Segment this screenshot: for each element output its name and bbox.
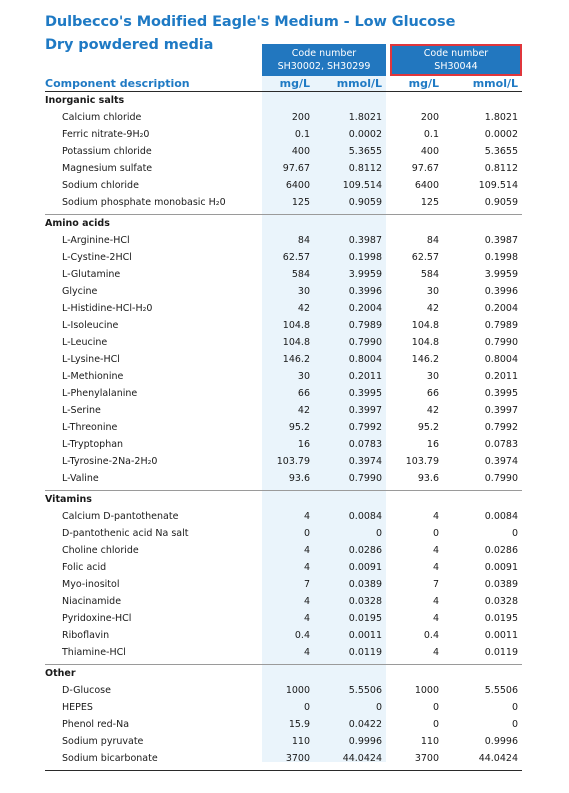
mg-l-value-a: 4 <box>303 613 310 624</box>
mmol-l-value-a: 0.0328 <box>348 596 382 607</box>
mg-l-value-a: 16 <box>297 439 310 450</box>
table-row <box>0 610 569 627</box>
mg-l-value-a: 62.57 <box>282 252 310 263</box>
mg-l-value-b: 103.79 <box>405 456 439 467</box>
mg-l-value-b: 30 <box>426 371 439 382</box>
mg-l-value-a: 95.2 <box>288 422 310 433</box>
component-name: HEPES <box>62 702 93 713</box>
mmol-l-value-b: 0.7990 <box>484 473 518 484</box>
mmol-l-value-b: 0.3974 <box>484 456 518 467</box>
table-row <box>0 385 569 402</box>
mg-l-value-a: 0.1 <box>294 129 310 140</box>
mmol-l-value-a: 0.0286 <box>348 545 382 556</box>
mg-l-value-b: 7 <box>432 579 439 590</box>
table-row <box>0 525 569 542</box>
mmol-l-value-b: 0.9996 <box>484 736 518 747</box>
component-name: L-Arginine-HCl <box>62 235 130 246</box>
mmol-l-value-a: 0.0195 <box>348 613 382 624</box>
mmol-l-header-b: mmol/L <box>472 77 518 90</box>
mmol-l-value-b: 0.0783 <box>484 439 518 450</box>
mmol-l-value-a: 0.7990 <box>348 473 382 484</box>
mg-l-value-b: 400 <box>420 146 439 157</box>
table-row <box>0 750 569 767</box>
table-row <box>0 542 569 559</box>
mmol-l-value-b: 0.0286 <box>484 545 518 556</box>
mg-l-value-a: 200 <box>291 112 310 123</box>
mg-l-value-b: 3700 <box>414 753 439 764</box>
mg-l-value-b: 4 <box>432 545 439 556</box>
code-number-header-a <box>262 44 386 76</box>
component-name: L-Leucine <box>62 337 108 348</box>
mg-l-value-b: 62.57 <box>411 252 439 263</box>
mmol-l-value-a: 0.1998 <box>348 252 382 263</box>
mmol-l-value-b: 0.7992 <box>484 422 518 433</box>
table-row <box>0 334 569 351</box>
component-name: Phenol red-Na <box>62 719 130 730</box>
component-name: Riboflavin <box>62 630 110 641</box>
mg-l-value-a: 103.79 <box>276 456 310 467</box>
table-row <box>0 644 569 661</box>
mmol-l-value-a: 0.0783 <box>348 439 382 450</box>
mg-l-value-a: 0 <box>303 528 310 539</box>
table-row <box>0 470 569 487</box>
mmol-l-value-b: 0 <box>511 702 518 713</box>
table-row <box>0 576 569 593</box>
mg-l-value-b: 0.4 <box>423 630 439 641</box>
mg-l-value-b: 4 <box>432 647 439 658</box>
table-divider <box>45 770 522 771</box>
mg-l-value-b: 84 <box>426 235 439 246</box>
code-a-value: SH30002, SH30299 <box>277 61 371 72</box>
component-name: L-Methionine <box>62 371 124 382</box>
mg-l-value-a: 0.4 <box>294 630 310 641</box>
mg-l-value-a: 4 <box>303 562 310 573</box>
mmol-l-value-a: 0.0091 <box>348 562 382 573</box>
table-row <box>0 194 569 211</box>
mg-l-value-b: 95.2 <box>417 422 439 433</box>
section-heading: Other <box>45 668 76 679</box>
mmol-l-value-b: 0.7990 <box>484 337 518 348</box>
page-subtitle: Dry powdered media <box>45 37 214 53</box>
table-divider <box>45 664 522 665</box>
mg-l-value-b: 146.2 <box>411 354 439 365</box>
mg-l-value-b: 93.6 <box>417 473 439 484</box>
code-b-label: Code number <box>423 48 489 59</box>
mg-l-value-a: 125 <box>291 197 310 208</box>
mg-l-value-a: 93.6 <box>288 473 310 484</box>
component-name: Niacinamide <box>62 596 122 607</box>
mmol-l-value-b: 0.0002 <box>484 129 518 140</box>
mmol-l-value-a: 0.2004 <box>348 303 382 314</box>
mmol-l-value-b: 0 <box>511 528 518 539</box>
mg-l-value-a: 110 <box>291 736 310 747</box>
mg-l-value-a: 42 <box>297 405 310 416</box>
component-name: L-Cystine-2HCl <box>62 252 132 263</box>
code-number-header-b <box>390 44 522 76</box>
mg-l-value-a: 4 <box>303 647 310 658</box>
table-row <box>0 627 569 644</box>
mg-l-value-a: 400 <box>291 146 310 157</box>
component-name: Thiamine-HCl <box>62 647 126 658</box>
mmol-l-value-b: 0.9059 <box>484 197 518 208</box>
mmol-l-value-b: 0.3987 <box>484 235 518 246</box>
component-name: Magnesium sulfate <box>62 163 153 174</box>
mmol-l-value-b: 0.8112 <box>484 163 518 174</box>
component-name: L-Isoleucine <box>62 320 119 331</box>
component-name: L-Histidine-HCl-H₂0 <box>62 303 153 314</box>
component-name: L-Tyrosine-2Na-2H₂0 <box>62 456 158 467</box>
mmol-l-value-a: 0 <box>375 702 382 713</box>
table-row <box>0 733 569 750</box>
component-name: L-Phenylalanine <box>62 388 138 399</box>
table-row <box>0 699 569 716</box>
component-name: Folic acid <box>62 562 107 573</box>
mmol-l-value-a: 1.8021 <box>348 112 382 123</box>
table-row <box>0 508 569 525</box>
table-row <box>0 593 569 610</box>
mg-l-value-a: 584 <box>291 269 310 280</box>
table-row <box>0 232 569 249</box>
mmol-l-value-a: 0.7989 <box>348 320 382 331</box>
component-name: D-Glucose <box>62 685 111 696</box>
mg-l-value-a: 104.8 <box>282 320 310 331</box>
mmol-l-value-b: 0.3995 <box>484 388 518 399</box>
mmol-l-value-b: 0.0011 <box>484 630 518 641</box>
component-name: Sodium pyruvate <box>62 736 144 747</box>
component-name: Myo-inositol <box>62 579 120 590</box>
section-heading: Vitamins <box>45 494 92 505</box>
mmol-l-value-a: 0 <box>375 528 382 539</box>
mg-l-header-a: mg/L <box>279 77 310 90</box>
table-row <box>0 402 569 419</box>
mmol-l-value-a: 0.0084 <box>348 511 382 522</box>
mg-l-value-b: 4 <box>432 511 439 522</box>
mmol-l-value-a: 3.9959 <box>348 269 382 280</box>
page-title: Dulbecco's Modified Eagle's Medium - Low Glucose <box>45 14 456 30</box>
mmol-l-value-a: 0.0389 <box>348 579 382 590</box>
component-name: Sodium phosphate monobasic H₂0 <box>62 197 226 208</box>
component-name: L-Glutamine <box>62 269 121 280</box>
mg-l-value-a: 30 <box>297 371 310 382</box>
mmol-l-value-b: 109.514 <box>478 180 518 191</box>
mmol-l-value-b: 0.0119 <box>484 647 518 658</box>
mg-l-value-a: 146.2 <box>282 354 310 365</box>
table-row <box>0 283 569 300</box>
table-row <box>0 143 569 160</box>
mg-l-value-a: 4 <box>303 545 310 556</box>
component-name: Calcium chloride <box>62 112 142 123</box>
mmol-l-value-a: 0.3974 <box>348 456 382 467</box>
mg-l-value-b: 200 <box>420 112 439 123</box>
mg-l-value-a: 84 <box>297 235 310 246</box>
component-name: Sodium bicarbonate <box>62 753 158 764</box>
table-row <box>0 419 569 436</box>
mg-l-value-b: 125 <box>420 197 439 208</box>
table-row <box>0 682 569 699</box>
mg-l-value-b: 4 <box>432 562 439 573</box>
table-divider <box>45 214 522 215</box>
mmol-l-value-b: 0.0328 <box>484 596 518 607</box>
mmol-l-value-a: 0.7990 <box>348 337 382 348</box>
table-row <box>0 351 569 368</box>
mmol-l-header-a: mmol/L <box>336 77 382 90</box>
mmol-l-value-a: 0.7992 <box>348 422 382 433</box>
mg-l-value-a: 1000 <box>285 685 310 696</box>
table-row <box>0 300 569 317</box>
table-row <box>0 368 569 385</box>
mg-l-value-a: 66 <box>297 388 310 399</box>
mmol-l-value-b: 44.0424 <box>478 753 518 764</box>
mmol-l-value-a: 0.9996 <box>348 736 382 747</box>
mg-l-value-b: 0.1 <box>423 129 439 140</box>
mg-l-value-b: 42 <box>426 405 439 416</box>
mg-l-value-b: 104.8 <box>411 337 439 348</box>
mg-l-header-b: mg/L <box>408 77 439 90</box>
mg-l-value-b: 66 <box>426 388 439 399</box>
mg-l-value-b: 0 <box>432 528 439 539</box>
mmol-l-value-b: 0.3997 <box>484 405 518 416</box>
mmol-l-value-b: 0.2011 <box>484 371 518 382</box>
mmol-l-value-b: 0.0084 <box>484 511 518 522</box>
mmol-l-value-a: 0.0119 <box>348 647 382 658</box>
mg-l-value-b: 4 <box>432 613 439 624</box>
mmol-l-value-a: 0.0002 <box>348 129 382 140</box>
mmol-l-value-b: 0.2004 <box>484 303 518 314</box>
table-row <box>0 559 569 576</box>
table-row <box>0 160 569 177</box>
mg-l-value-a: 6400 <box>285 180 310 191</box>
mmol-l-value-b: 0.0195 <box>484 613 518 624</box>
component-description-header: Component description <box>45 77 190 90</box>
component-name: Potassium chloride <box>62 146 152 157</box>
mmol-l-value-b: 0 <box>511 719 518 730</box>
table-row <box>0 266 569 283</box>
mmol-l-value-a: 0.3987 <box>348 235 382 246</box>
mmol-l-value-b: 3.9959 <box>484 269 518 280</box>
table-row <box>0 109 569 126</box>
component-name: L-Tryptophan <box>62 439 124 450</box>
mmol-l-value-a: 0.9059 <box>348 197 382 208</box>
mmol-l-value-a: 0.2011 <box>348 371 382 382</box>
mmol-l-value-b: 0.3996 <box>484 286 518 297</box>
component-name: Ferric nitrate-9H₂0 <box>62 129 150 140</box>
mmol-l-value-b: 5.5506 <box>484 685 518 696</box>
mmol-l-value-a: 5.3655 <box>348 146 382 157</box>
mg-l-value-b: 0 <box>432 719 439 730</box>
mg-l-value-b: 97.67 <box>411 163 439 174</box>
mg-l-value-b: 42 <box>426 303 439 314</box>
mmol-l-value-a: 0.3996 <box>348 286 382 297</box>
component-name: Pyridoxine-HCl <box>62 613 132 624</box>
table-row <box>0 453 569 470</box>
component-name: L-Valine <box>62 473 99 484</box>
component-name: Choline chloride <box>62 545 139 556</box>
mg-l-value-b: 584 <box>420 269 439 280</box>
mmol-l-value-b: 0.1998 <box>484 252 518 263</box>
mg-l-value-a: 4 <box>303 511 310 522</box>
mg-l-value-a: 104.8 <box>282 337 310 348</box>
mg-l-value-a: 42 <box>297 303 310 314</box>
mmol-l-value-b: 0.7989 <box>484 320 518 331</box>
component-name: L-Threonine <box>62 422 118 433</box>
mg-l-value-a: 30 <box>297 286 310 297</box>
mg-l-value-a: 4 <box>303 596 310 607</box>
mg-l-value-a: 15.9 <box>288 719 310 730</box>
mg-l-value-b: 0 <box>432 702 439 713</box>
mmol-l-value-b: 1.8021 <box>484 112 518 123</box>
mg-l-value-b: 30 <box>426 286 439 297</box>
component-name: D-pantothenic acid Na salt <box>62 528 189 539</box>
component-name: L-Lysine-HCl <box>62 354 120 365</box>
mg-l-value-a: 7 <box>303 579 310 590</box>
table-row <box>0 716 569 733</box>
mmol-l-value-a: 109.514 <box>342 180 382 191</box>
table-row <box>0 249 569 266</box>
mg-l-value-b: 6400 <box>414 180 439 191</box>
table-row <box>0 317 569 334</box>
mmol-l-value-a: 0.0422 <box>348 719 382 730</box>
mmol-l-value-b: 0.8004 <box>484 354 518 365</box>
mg-l-value-b: 1000 <box>414 685 439 696</box>
mg-l-value-a: 3700 <box>285 753 310 764</box>
component-name: Glycine <box>62 286 98 297</box>
mg-l-value-a: 97.67 <box>282 163 310 174</box>
mmol-l-value-a: 0.8112 <box>348 163 382 174</box>
mg-l-value-b: 110 <box>420 736 439 747</box>
section-heading: Inorganic salts <box>45 95 125 106</box>
mmol-l-value-a: 5.5506 <box>348 685 382 696</box>
mmol-l-value-a: 0.8004 <box>348 354 382 365</box>
mmol-l-value-b: 5.3655 <box>484 146 518 157</box>
table-divider <box>45 91 522 92</box>
mg-l-value-a: 0 <box>303 702 310 713</box>
mmol-l-value-a: 0.0011 <box>348 630 382 641</box>
component-name: L-Serine <box>62 405 101 416</box>
code-a-label: Code number <box>291 48 357 59</box>
mmol-l-value-a: 44.0424 <box>342 753 382 764</box>
table-row <box>0 177 569 194</box>
mg-l-value-b: 104.8 <box>411 320 439 331</box>
code-b-value: SH30044 <box>434 61 478 72</box>
section-heading: Amino acids <box>45 218 110 229</box>
component-name: Sodium chloride <box>62 180 139 191</box>
table-divider <box>45 490 522 491</box>
mmol-l-value-a: 0.3997 <box>348 405 382 416</box>
mg-l-value-b: 4 <box>432 596 439 607</box>
table-row <box>0 126 569 143</box>
table-row <box>0 436 569 453</box>
component-name: Calcium D-pantothenate <box>62 511 179 522</box>
mmol-l-value-a: 0.3995 <box>348 388 382 399</box>
mg-l-value-b: 16 <box>426 439 439 450</box>
mmol-l-value-b: 0.0091 <box>484 562 518 573</box>
mmol-l-value-b: 0.0389 <box>484 579 518 590</box>
